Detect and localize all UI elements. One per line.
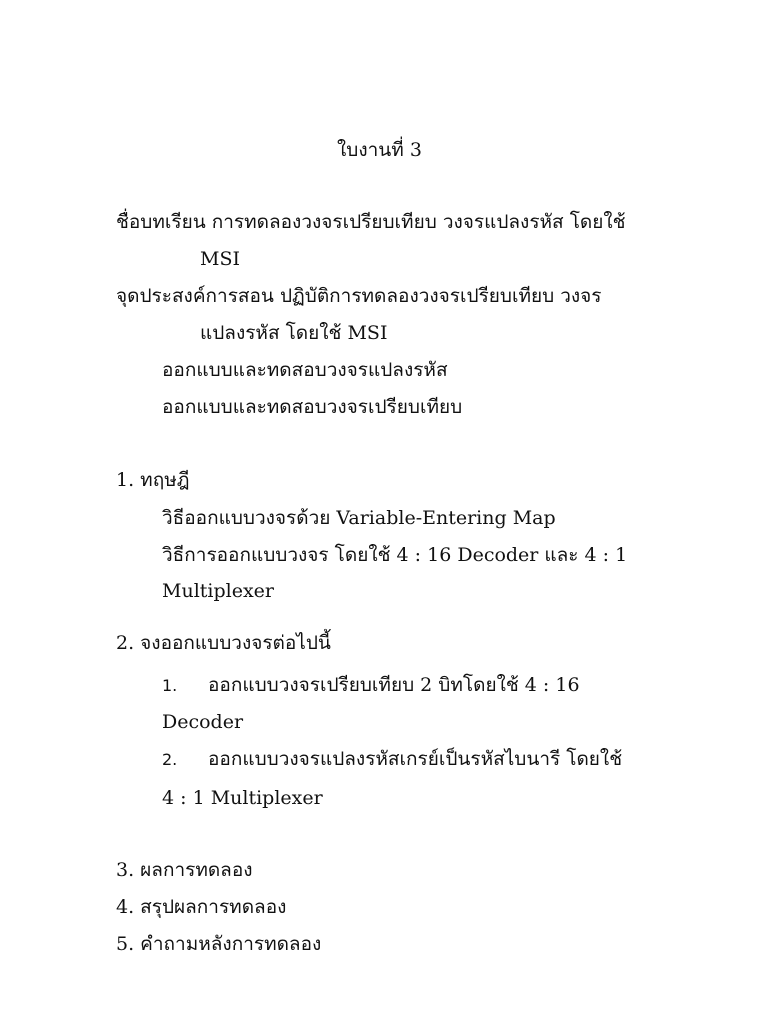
lesson-name-line-1: ชื่อบทเรียน การทดลองวงจรเปรียบเทียบ วงจรแปลงรหัส โดยใช้ <box>116 211 626 233</box>
section-2-item-1 <box>162 672 580 699</box>
objective-line-1: จุดประสงค์การสอน ปฏิบัติการทดลองวงจรเปรียบเทียบ วงจร <box>116 285 602 307</box>
list-item-text: ออกแบบวงจรเปรียบเทียบ 2 บิทโดยใช้ 4 : 16 <box>208 674 580 696</box>
objective-item-1: ออกแบบและทดสอบวงจรแปลงรหัส <box>162 359 448 381</box>
section-4-heading: 4. สรุปผลการทดลอง <box>116 896 287 918</box>
lesson-name-line-2: MSI <box>200 248 240 270</box>
list-item-text: ออกแบบวงจรแปลงรหัสเกรย์เป็นรหัสไบนารี โดยใช้ <box>208 748 623 770</box>
section-2-heading: 2. จงออกแบบวงจรต่อไปนี้ <box>116 632 331 654</box>
list-item-number: 2. <box>162 750 178 769</box>
section-2-item-2-continuation: 4 : 1 Multiplexer <box>162 787 323 809</box>
section-1-line-1: วิธีออกแบบวงจรด้วย Variable-Entering Map <box>162 507 556 529</box>
section-1-line-2: วิธีการออกแบบวงจร โดยใช้ 4 : 16 Decoder และ 4 : 1 <box>162 544 628 566</box>
objective-line-2: แปลงรหัส โดยใช้ MSI <box>200 322 388 344</box>
section-1-heading: 1. ทฤษฎี <box>116 469 190 491</box>
list-item-number: 1. <box>162 676 178 695</box>
section-2-item-2 <box>162 746 622 773</box>
page-title: ใบงานที่ 3 <box>337 139 422 161</box>
section-1-line-3: Multiplexer <box>162 580 275 602</box>
section-5-heading: 5. คำถามหลังการทดลอง <box>116 933 322 955</box>
section-2-item-1-continuation: Decoder <box>162 711 244 733</box>
section-3-heading: 3. ผลการทดลอง <box>116 859 253 881</box>
objective-item-2: ออกแบบและทดสอบวงจรเปรียบเทียบ <box>162 396 463 418</box>
